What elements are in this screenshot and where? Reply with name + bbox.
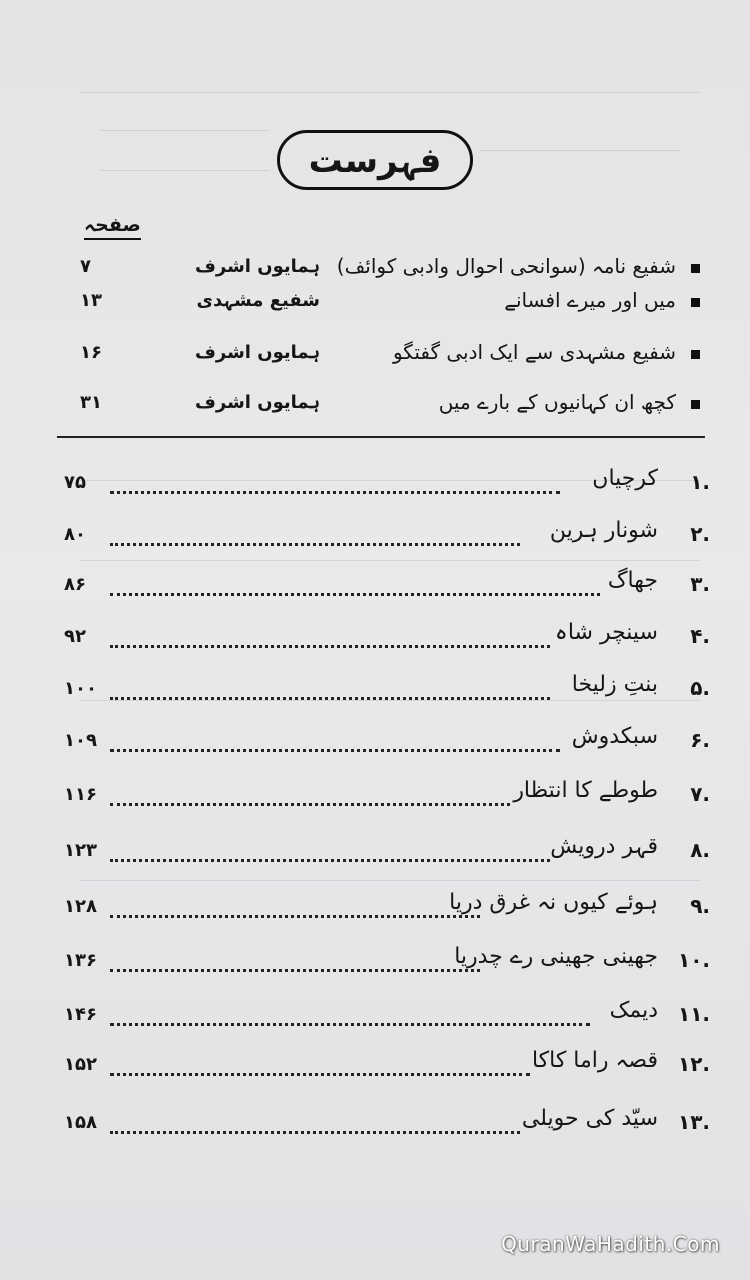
front-matter-author: شفیع مشہدی xyxy=(196,290,320,311)
dot-leader xyxy=(110,543,520,546)
front-matter-page: ۷ xyxy=(80,256,91,277)
entry-title: قہر درویش xyxy=(550,834,658,859)
entry-page: ۱۴۶ xyxy=(64,1004,97,1025)
front-matter-author: ہمایوں اشرف xyxy=(194,256,320,277)
page-column-header: صفحہ xyxy=(84,214,141,240)
toc-entry xyxy=(40,942,710,986)
entry-number: ۸. xyxy=(690,838,710,862)
front-matter-page: ۱۶ xyxy=(80,342,102,363)
dot-leader xyxy=(110,491,560,494)
square-bullet-icon xyxy=(691,264,700,273)
entry-number: ۹. xyxy=(690,894,710,918)
toc-entry xyxy=(40,1104,710,1148)
toc-entry xyxy=(40,776,710,820)
entry-page: ۱۲۸ xyxy=(64,896,97,917)
toc-entry xyxy=(40,832,710,876)
front-matter-author: ہمایوں اشرف xyxy=(194,342,320,363)
entry-title: قصہ راما کاکا xyxy=(531,1048,658,1073)
dot-leader xyxy=(110,915,480,918)
entry-page: ۷۵ xyxy=(64,472,86,493)
toc-title-frame xyxy=(277,130,473,190)
site-watermark: QuranWaHadith.Com xyxy=(501,1232,720,1256)
entry-title: سبکدوش xyxy=(571,724,658,749)
entry-page: ۱۵۸ xyxy=(64,1112,97,1133)
entry-title: جھاگ xyxy=(607,568,658,593)
front-matter-title: شفیع مشہدی سے ایک ادبی گفتگو xyxy=(392,340,676,364)
toc-title: فہرست xyxy=(308,140,442,181)
square-bullet-icon xyxy=(691,298,700,307)
dot-leader xyxy=(110,697,550,700)
entry-page: ۱۰۹ xyxy=(64,730,97,751)
toc-entry xyxy=(40,670,710,714)
toc-entry xyxy=(40,464,710,508)
dot-leader xyxy=(110,1131,520,1134)
dot-leader xyxy=(110,645,550,648)
entry-page: ۸۰ xyxy=(64,524,86,545)
entry-page: ۱۲۳ xyxy=(64,840,97,861)
entry-title: جھینی جھینی رے چدریا xyxy=(454,944,658,969)
entry-number: ۱۰. xyxy=(677,948,710,972)
entry-title: ہوئے کیوں نہ غرق دریا xyxy=(449,890,658,915)
front-matter-author: ہمایوں اشرف xyxy=(194,392,320,413)
front-matter-page: ۱۳ xyxy=(80,290,102,311)
entry-title: بنتِ زلیخا xyxy=(571,672,658,697)
dot-leader xyxy=(110,859,550,862)
entry-number: ۱۲. xyxy=(677,1052,710,1076)
entry-number: ۳. xyxy=(690,572,710,596)
front-matter-page: ۳۱ xyxy=(80,392,102,413)
entry-title: کرچیاں xyxy=(592,466,658,491)
entry-title: سیّد کی حویلی xyxy=(521,1106,658,1131)
entry-number: ۱۳. xyxy=(677,1110,710,1134)
toc-entry xyxy=(40,888,710,932)
toc-entry xyxy=(40,566,710,610)
entry-number: ۴. xyxy=(690,624,710,648)
entry-page: ۱۳۶ xyxy=(64,950,97,971)
entry-number: ۶. xyxy=(690,728,710,752)
entry-number: ۵. xyxy=(690,676,710,700)
section-divider xyxy=(57,436,705,438)
entry-title: شونار ہرین xyxy=(549,518,658,543)
entry-title: دیمک xyxy=(609,998,658,1023)
entry-page: ۱۰۰ xyxy=(64,678,97,699)
entry-number: ۲. xyxy=(690,522,710,546)
square-bullet-icon xyxy=(691,400,700,409)
dot-leader xyxy=(110,803,510,806)
dot-leader xyxy=(110,1073,530,1076)
front-matter-row xyxy=(60,284,700,324)
front-matter-title: کچھ ان کہانیوں کے بارے میں xyxy=(438,390,676,414)
toc-entry xyxy=(40,996,710,1040)
entry-page: ۱۱۶ xyxy=(64,784,97,805)
dot-leader xyxy=(110,749,560,752)
entry-title: طوطے کا انتظار xyxy=(513,778,658,803)
entry-number: ۱۱. xyxy=(677,1002,710,1026)
square-bullet-icon xyxy=(691,350,700,359)
toc-entry xyxy=(40,722,710,766)
entry-number: ۱. xyxy=(690,470,710,494)
entry-page: ۱۵۲ xyxy=(64,1054,97,1075)
front-matter-title: میں اور میرے افسانے xyxy=(504,288,676,312)
entry-page: ۸۶ xyxy=(64,574,86,595)
entry-page: ۹۲ xyxy=(64,626,86,647)
entry-number: ۷. xyxy=(690,782,710,806)
dot-leader xyxy=(110,1023,590,1026)
front-matter-row xyxy=(60,386,700,426)
front-matter-title: شفیع نامہ (سوانحی احوال وادبی کوائف) xyxy=(336,254,676,278)
toc-entry xyxy=(40,1046,710,1090)
dot-leader xyxy=(110,969,480,972)
toc-entry xyxy=(40,516,710,560)
dot-leader xyxy=(110,593,600,596)
entry-title: سینچر شاہ xyxy=(554,620,658,645)
front-matter-row xyxy=(60,336,700,376)
toc-entry xyxy=(40,618,710,662)
